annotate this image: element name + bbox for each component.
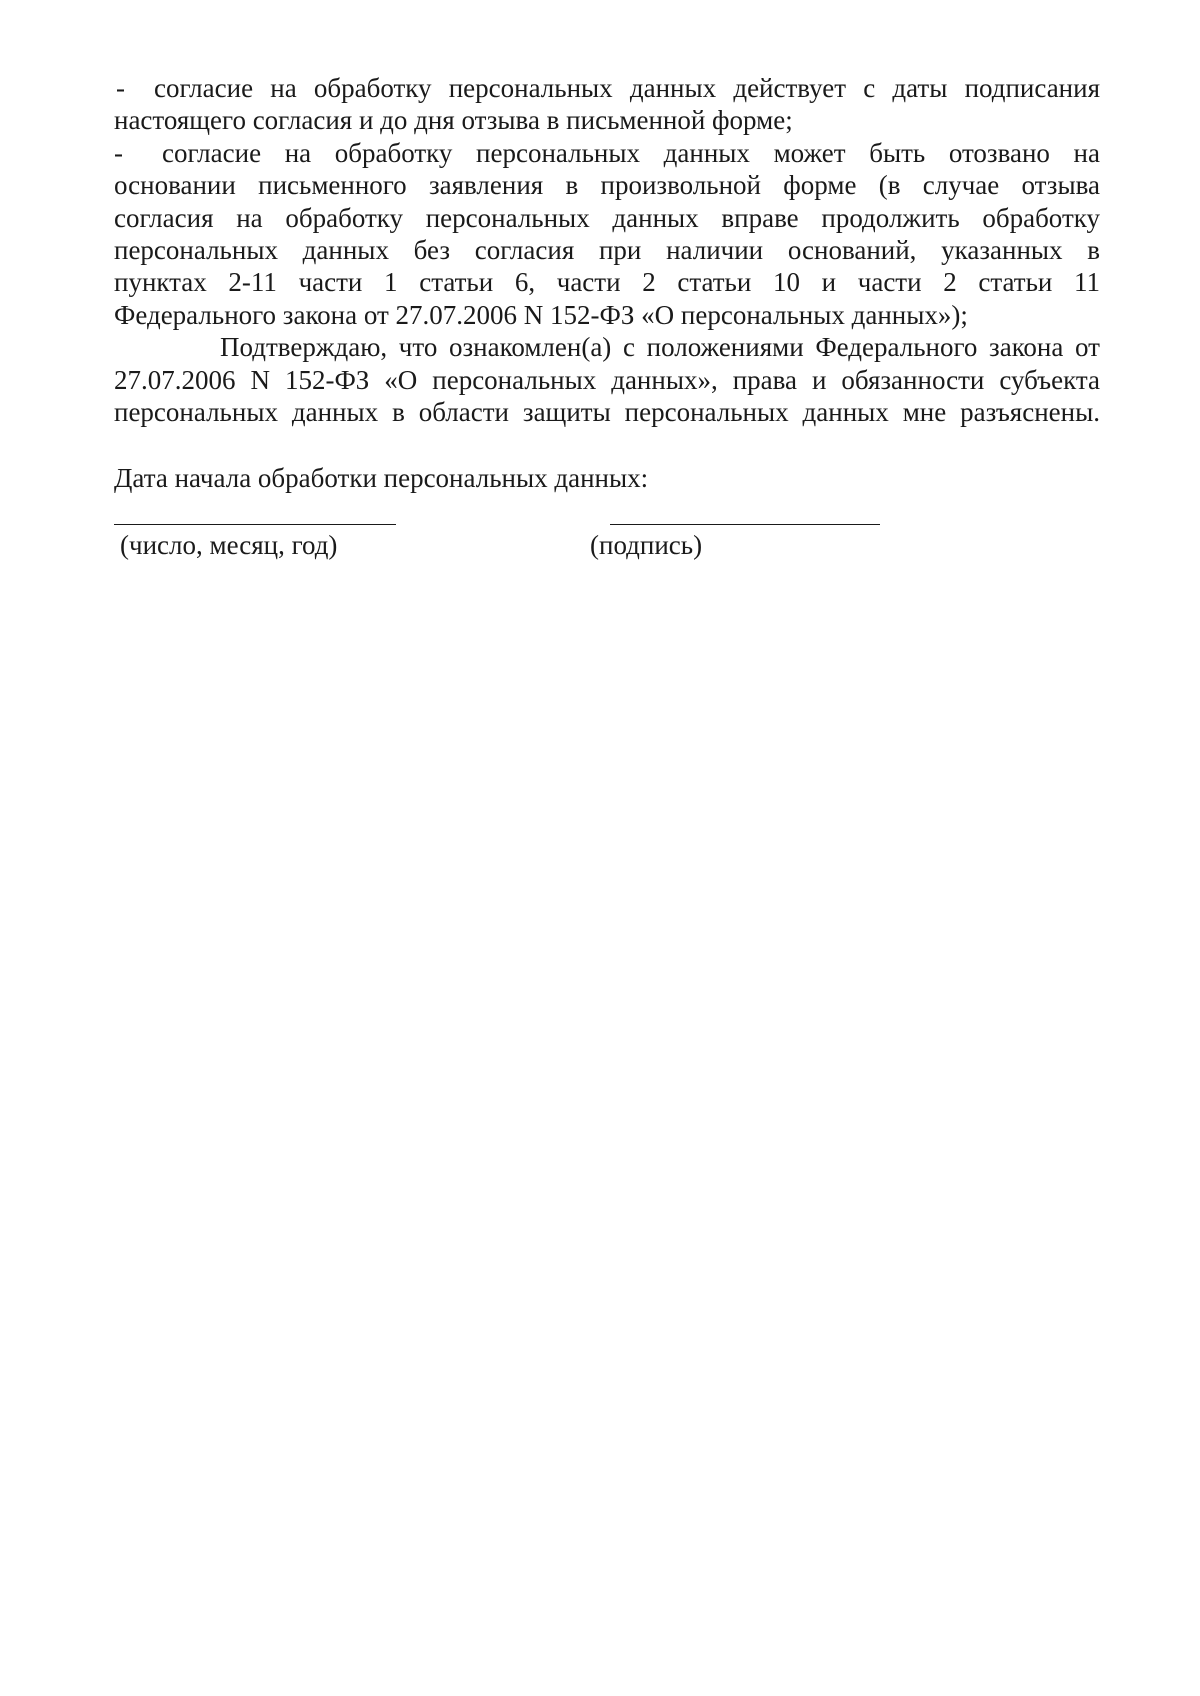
signature-caption: (подпись)	[590, 530, 703, 560]
document-body	[114, 72, 1100, 428]
consent-revocation-text-1: согласие на обработку персональных данных может быть отозвано на	[162, 137, 1100, 168]
consent-revocation-line-1	[114, 137, 1100, 169]
consent-revocation-line-2: основании письменного заявления в произвольной форме (в случае отзыва	[114, 170, 1100, 201]
consent-validity-line-1	[114, 72, 1100, 104]
consent-revocation-line-6: Федерального закона от 27.07.2006 N 152-ФЗ «О персональных данных»);	[114, 299, 968, 330]
start-date-label: Дата начала обработки персональных данных:	[114, 463, 649, 493]
consent-validity-line-2: настоящего согласия и до дня отзыва в письменной форме;	[114, 105, 793, 136]
confirmation-line-3: персональных данных в области защиты персональных данных мне разъяснены.	[114, 396, 1100, 427]
signature-underline	[610, 524, 880, 525]
consent-revocation-line-3: согласия на обработку персональных данных вправе продолжить обработку	[114, 202, 1100, 233]
consent-revocation-line-4: персональных данных без согласия при наличии оснований, указанных в	[114, 234, 1100, 265]
confirmation-line-1: Подтверждаю, что ознакомлен(а) с положениями Федерального закона от	[220, 332, 1100, 363]
confirmation-line-2: 27.07.2006 N 152-ФЗ «О персональных данных», права и обязанности субъекта	[114, 364, 1100, 395]
date-caption: (число, месяц, год)	[120, 530, 338, 560]
list-dash: -	[116, 73, 125, 103]
consent-validity-text-1: согласие на обработку персональных данных действует с даты подписания	[154, 73, 1100, 103]
consent-revocation-line-5: пунктах 2-11 части 1 статьи 6, части 2 статьи 10 и части 2 статьи 11	[114, 267, 1100, 298]
list-dash: -	[114, 137, 123, 168]
date-underline	[114, 524, 396, 525]
